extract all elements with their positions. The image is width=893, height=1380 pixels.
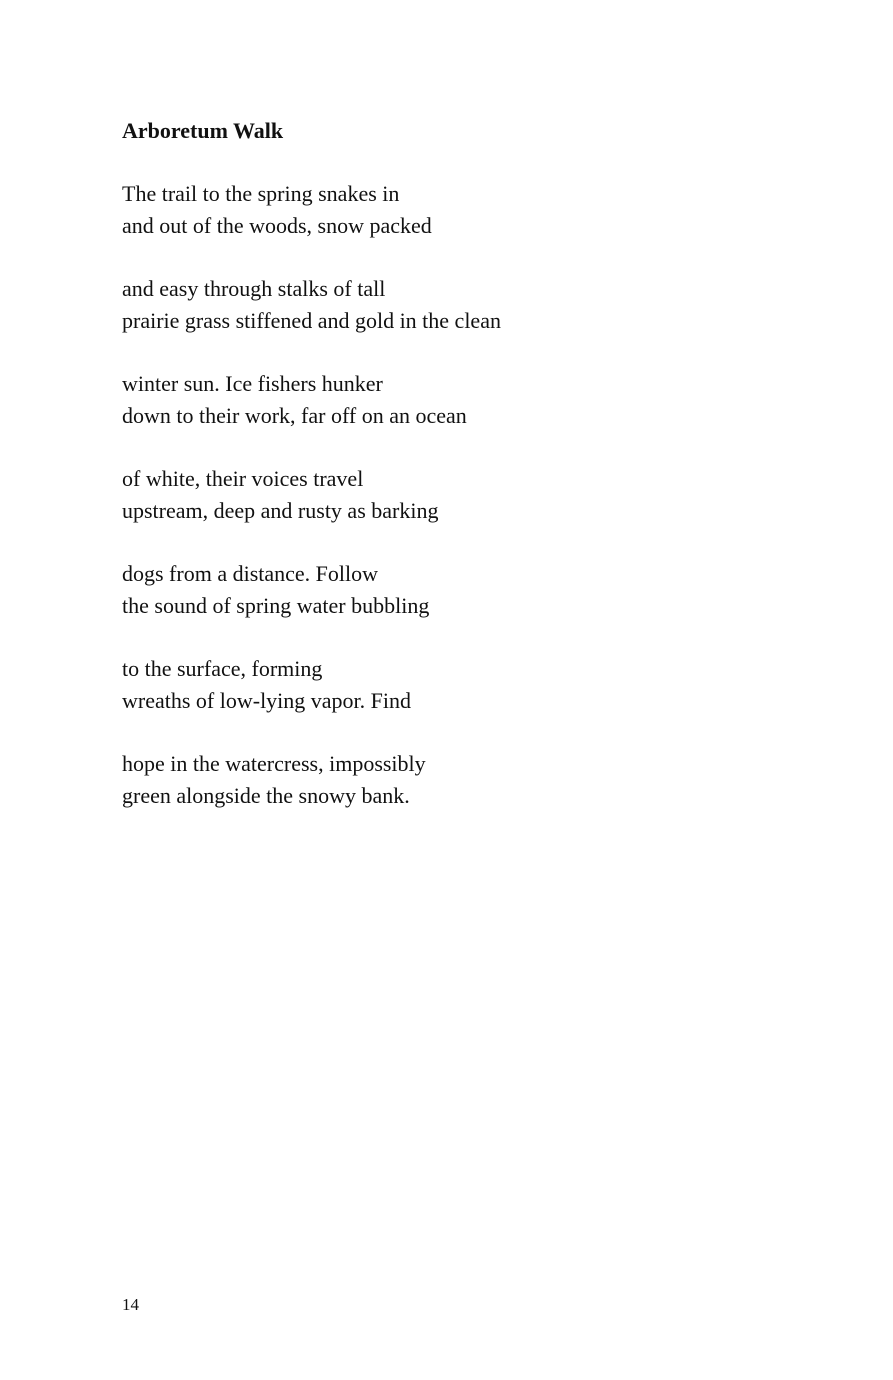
poem-line: and easy through stalks of tall — [122, 276, 386, 301]
poem-line: winter sun. Ice fishers hunker — [122, 371, 383, 396]
poem-line: prairie grass stiffened and gold in the clean — [122, 308, 501, 333]
stanza — [122, 558, 822, 653]
poem-line: to the surface, forming — [122, 656, 323, 681]
poem-line: and out of the woods, snow packed — [122, 213, 432, 238]
poem-line: upstream, deep and rusty as barking — [122, 498, 439, 523]
poem-line: of white, their voices travel — [122, 466, 364, 491]
poem-title: Arboretum Walk — [122, 118, 284, 143]
page-number: 14 — [122, 1295, 139, 1314]
poem-body — [122, 178, 822, 843]
poem-line: hope in the watercress, impossibly — [122, 751, 426, 776]
stanza — [122, 748, 822, 843]
stanza — [122, 178, 822, 273]
stanza — [122, 463, 822, 558]
poem-line: wreaths of low-lying vapor. Find — [122, 688, 412, 713]
poem-line: dogs from a distance. Follow — [122, 561, 379, 586]
poem-line: green alongside the snowy bank. — [122, 783, 410, 808]
poem-line: down to their work, far off on an ocean — [122, 403, 467, 428]
poem-line: The trail to the spring snakes in — [122, 181, 400, 206]
stanza — [122, 653, 822, 748]
stanza — [122, 273, 822, 368]
stanza — [122, 368, 822, 463]
poem-line: the sound of spring water bubbling — [122, 593, 430, 618]
